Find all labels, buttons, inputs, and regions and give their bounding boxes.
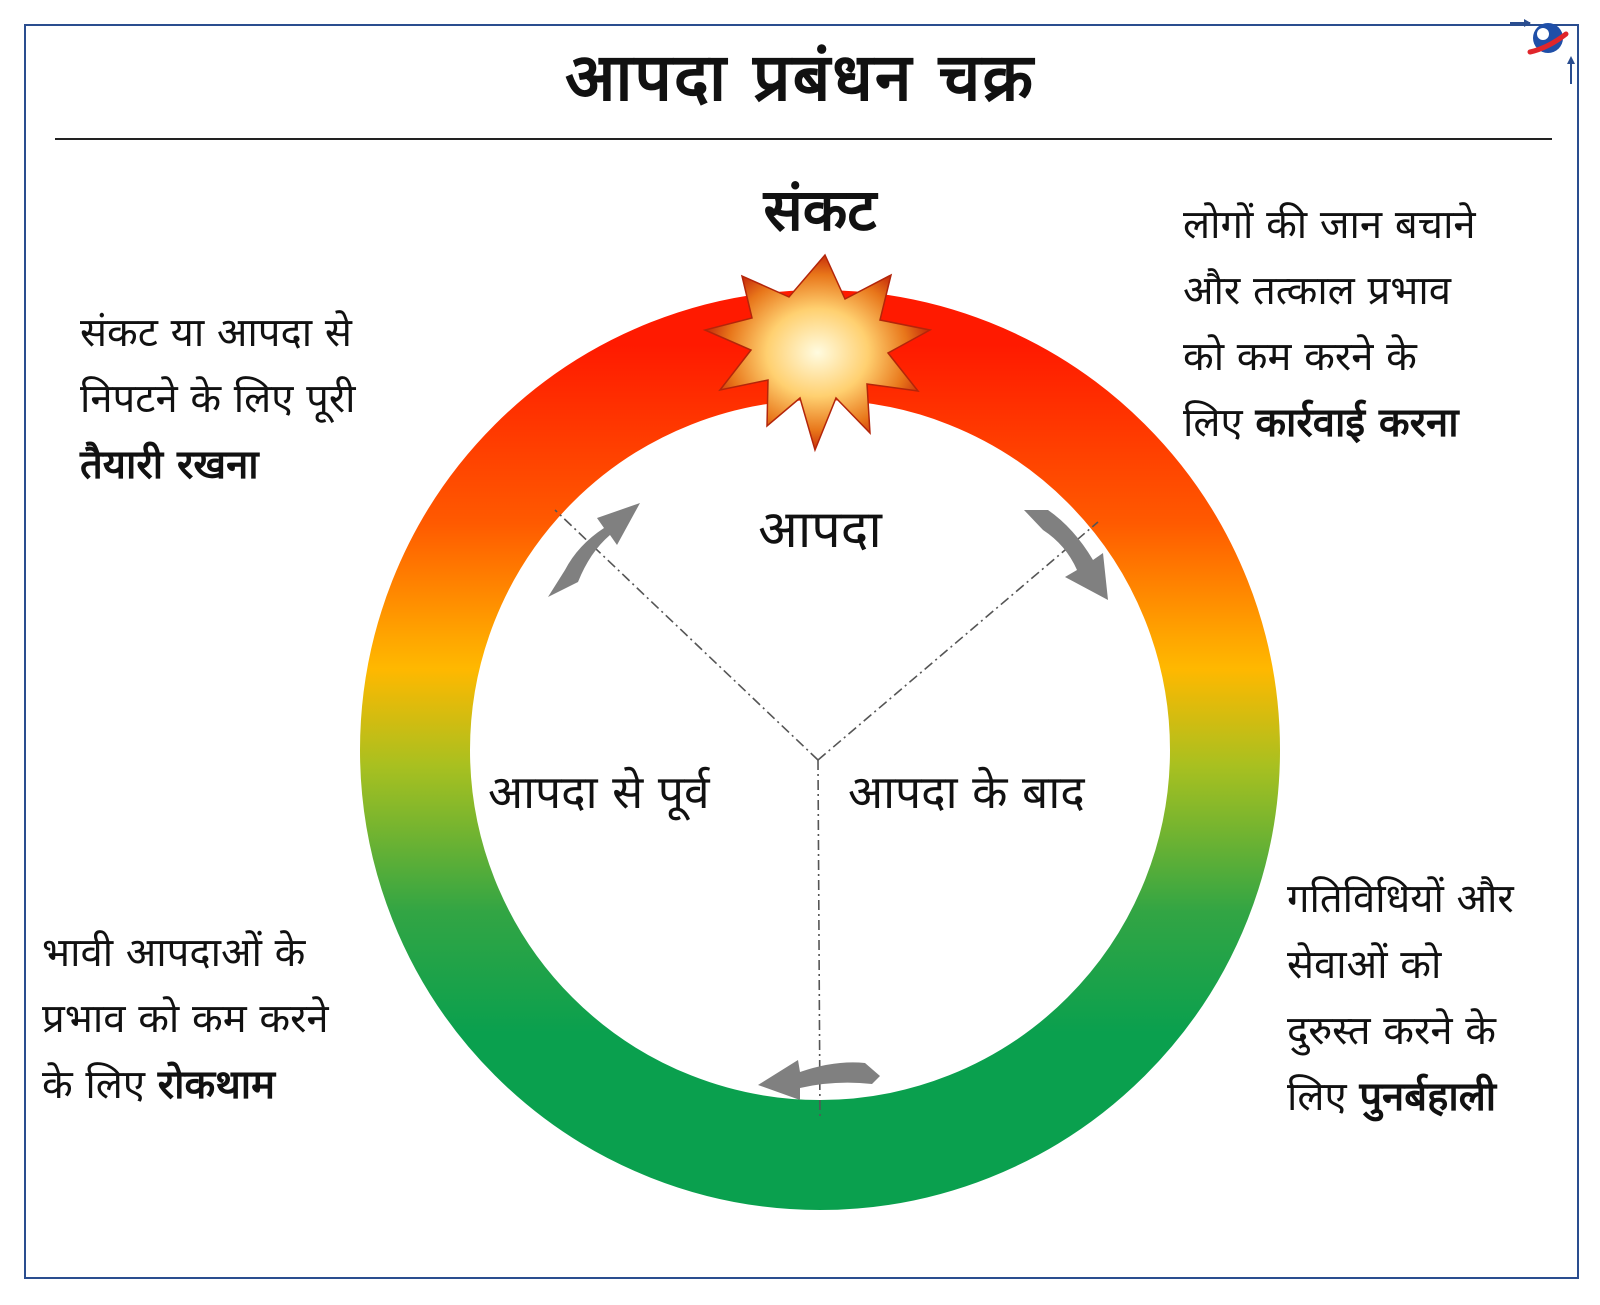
note-line: लोगों की जान बचाने	[1183, 202, 1476, 248]
note-prefix: लिए	[1287, 1074, 1347, 1120]
note-prefix: लिए	[1183, 400, 1243, 446]
note-line: दुरुस्त करने के	[1287, 1008, 1496, 1054]
arrow-left-icon	[548, 503, 640, 597]
note-line: गतिविधियों और	[1287, 876, 1514, 922]
note-line: भावी आपदाओं के	[42, 930, 306, 976]
note-keyword: तैयारी रखना	[80, 442, 259, 488]
note-line: को कम करने के	[1183, 334, 1417, 380]
note-line: और तत्काल प्रभाव	[1183, 268, 1451, 314]
note-response	[1183, 192, 1476, 456]
page-title: आपदा प्रबंधन चक्र	[564, 39, 1036, 116]
note-line: संकट या आपदा से	[80, 310, 352, 356]
note-line: सेवाओं को	[1287, 942, 1442, 988]
note-line: प्रभाव को कम करने	[42, 996, 329, 1042]
disaster-label: आपदा	[758, 500, 882, 560]
pre-disaster-label: आपदा से पूर्व	[488, 765, 710, 819]
note-line: निपटने के लिए पूरी	[80, 376, 356, 422]
cycle-ring	[415, 345, 1225, 1155]
note-keyword: रोकथाम	[157, 1062, 276, 1108]
crisis-label: संकट	[763, 176, 877, 244]
note-recovery	[1287, 866, 1514, 1130]
note-prevention	[42, 920, 329, 1118]
note-prefix: के लिए	[42, 1062, 146, 1108]
post-disaster-label: आपदा के बाद	[848, 765, 1085, 819]
note-keyword: कार्रवाई करना	[1255, 400, 1459, 446]
note-keyword: पुनर्बहाली	[1359, 1074, 1497, 1120]
note-preparedness	[80, 300, 356, 498]
